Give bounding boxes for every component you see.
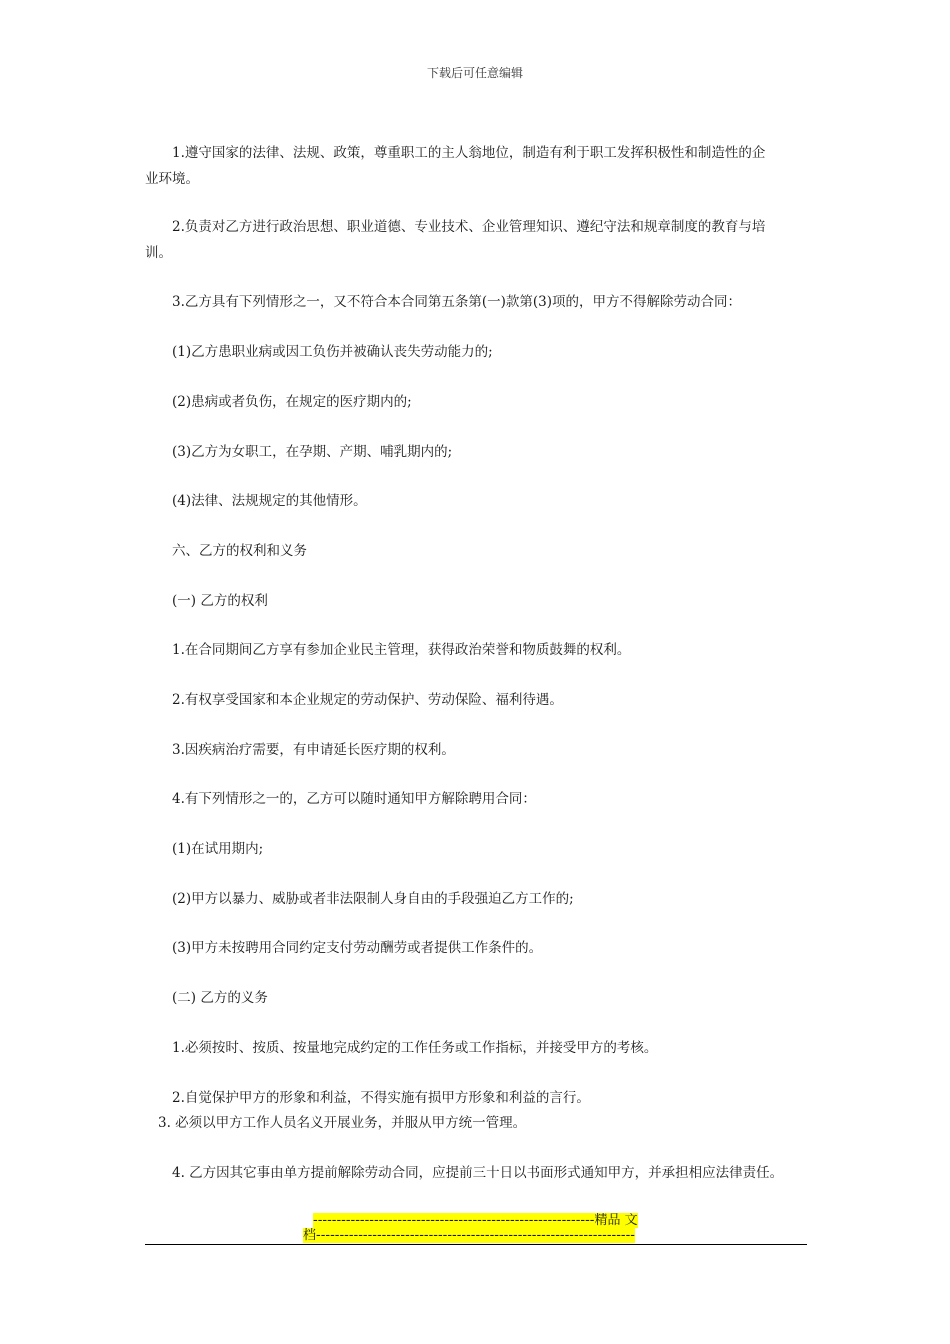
subsection-heading: (一) 乙方的权利 — [172, 593, 268, 609]
footer-highlight-line1: ------------------------------------------------------------精品 文 — [313, 1213, 638, 1228]
list-item: 3.因疾病治疗需要，有申请延长医疗期的权利。 — [172, 742, 455, 758]
subsection-heading: (二) 乙方的义务 — [172, 990, 268, 1006]
list-item: 2.自觉保护甲方的形象和利益，不得实施有损甲方形象和利益的言行。 — [172, 1090, 590, 1106]
section-heading: 六、乙方的权利和义务 — [172, 543, 307, 559]
paragraph-obligation-1-line2: 业环境。 — [145, 171, 199, 187]
list-item: 2.有权享受国家和本企业规定的劳动保护、劳动保险、福利待遇。 — [172, 692, 563, 708]
list-item: (1)乙方患职业病或因工负伤并被确认丧失劳动能力的; — [172, 344, 493, 360]
list-item: 1.必须按时、按质、按量地完成约定的工作任务或工作指标，并接受甲方的考核。 — [172, 1040, 658, 1056]
list-item: (2)甲方以暴力、威胁或者非法限制人身自由的手段强迫乙方工作的; — [172, 891, 574, 907]
footer-divider — [145, 1244, 807, 1245]
paragraph-obligation-2-line1: 2.负责对乙方进行政治思想、职业道德、专业技术、企业管理知识、遵纪守法和规章制度的教育与培 — [172, 219, 766, 235]
page-header: 下载后可任意编辑 — [426, 66, 523, 80]
list-item: 1.在合同期间乙方享有参加企业民主管理，获得政治荣誉和物质鼓舞的权利。 — [172, 642, 631, 658]
paragraph-obligation-1-line1: 1.遵守国家的法律、法规、政策，尊重职工的主人翁地位，制造有利于职工发挥积极性和制造性的企 — [172, 145, 766, 161]
list-item: 4.有下列情形之一的，乙方可以随时通知甲方解除聘用合同： — [172, 791, 536, 807]
list-item: (1)在试用期内; — [172, 841, 264, 857]
list-item: 4. 乙方因其它事由单方提前解除劳动合同，应提前三十日以书面形式通知甲方，并承担相应法律责任。 — [172, 1165, 784, 1181]
list-item: (4)法律、法规规定的其他情形。 — [172, 493, 367, 509]
list-item: (2)患病或者负伤，在规定的医疗期内的; — [172, 394, 412, 410]
list-item: (3)乙方为女职工，在孕期、产期、哺乳期内的; — [172, 444, 453, 460]
list-item: (3)甲方未按聘用合同约定支付劳动酬劳或者提供工作条件的。 — [172, 940, 543, 956]
footer-highlight-line2: 档-------------------------------------------------------------------- — [303, 1228, 635, 1243]
list-item: 3. 必须以甲方工作人员名义开展业务，并服从甲方统一管理。 — [158, 1115, 527, 1131]
paragraph-obligation-2-line2: 训。 — [145, 245, 172, 261]
paragraph-obligation-3: 3.乙方具有下列情形之一，又不符合本合同第五条第(一)款第(3)项的，甲方不得解除劳动合同： — [172, 294, 742, 310]
